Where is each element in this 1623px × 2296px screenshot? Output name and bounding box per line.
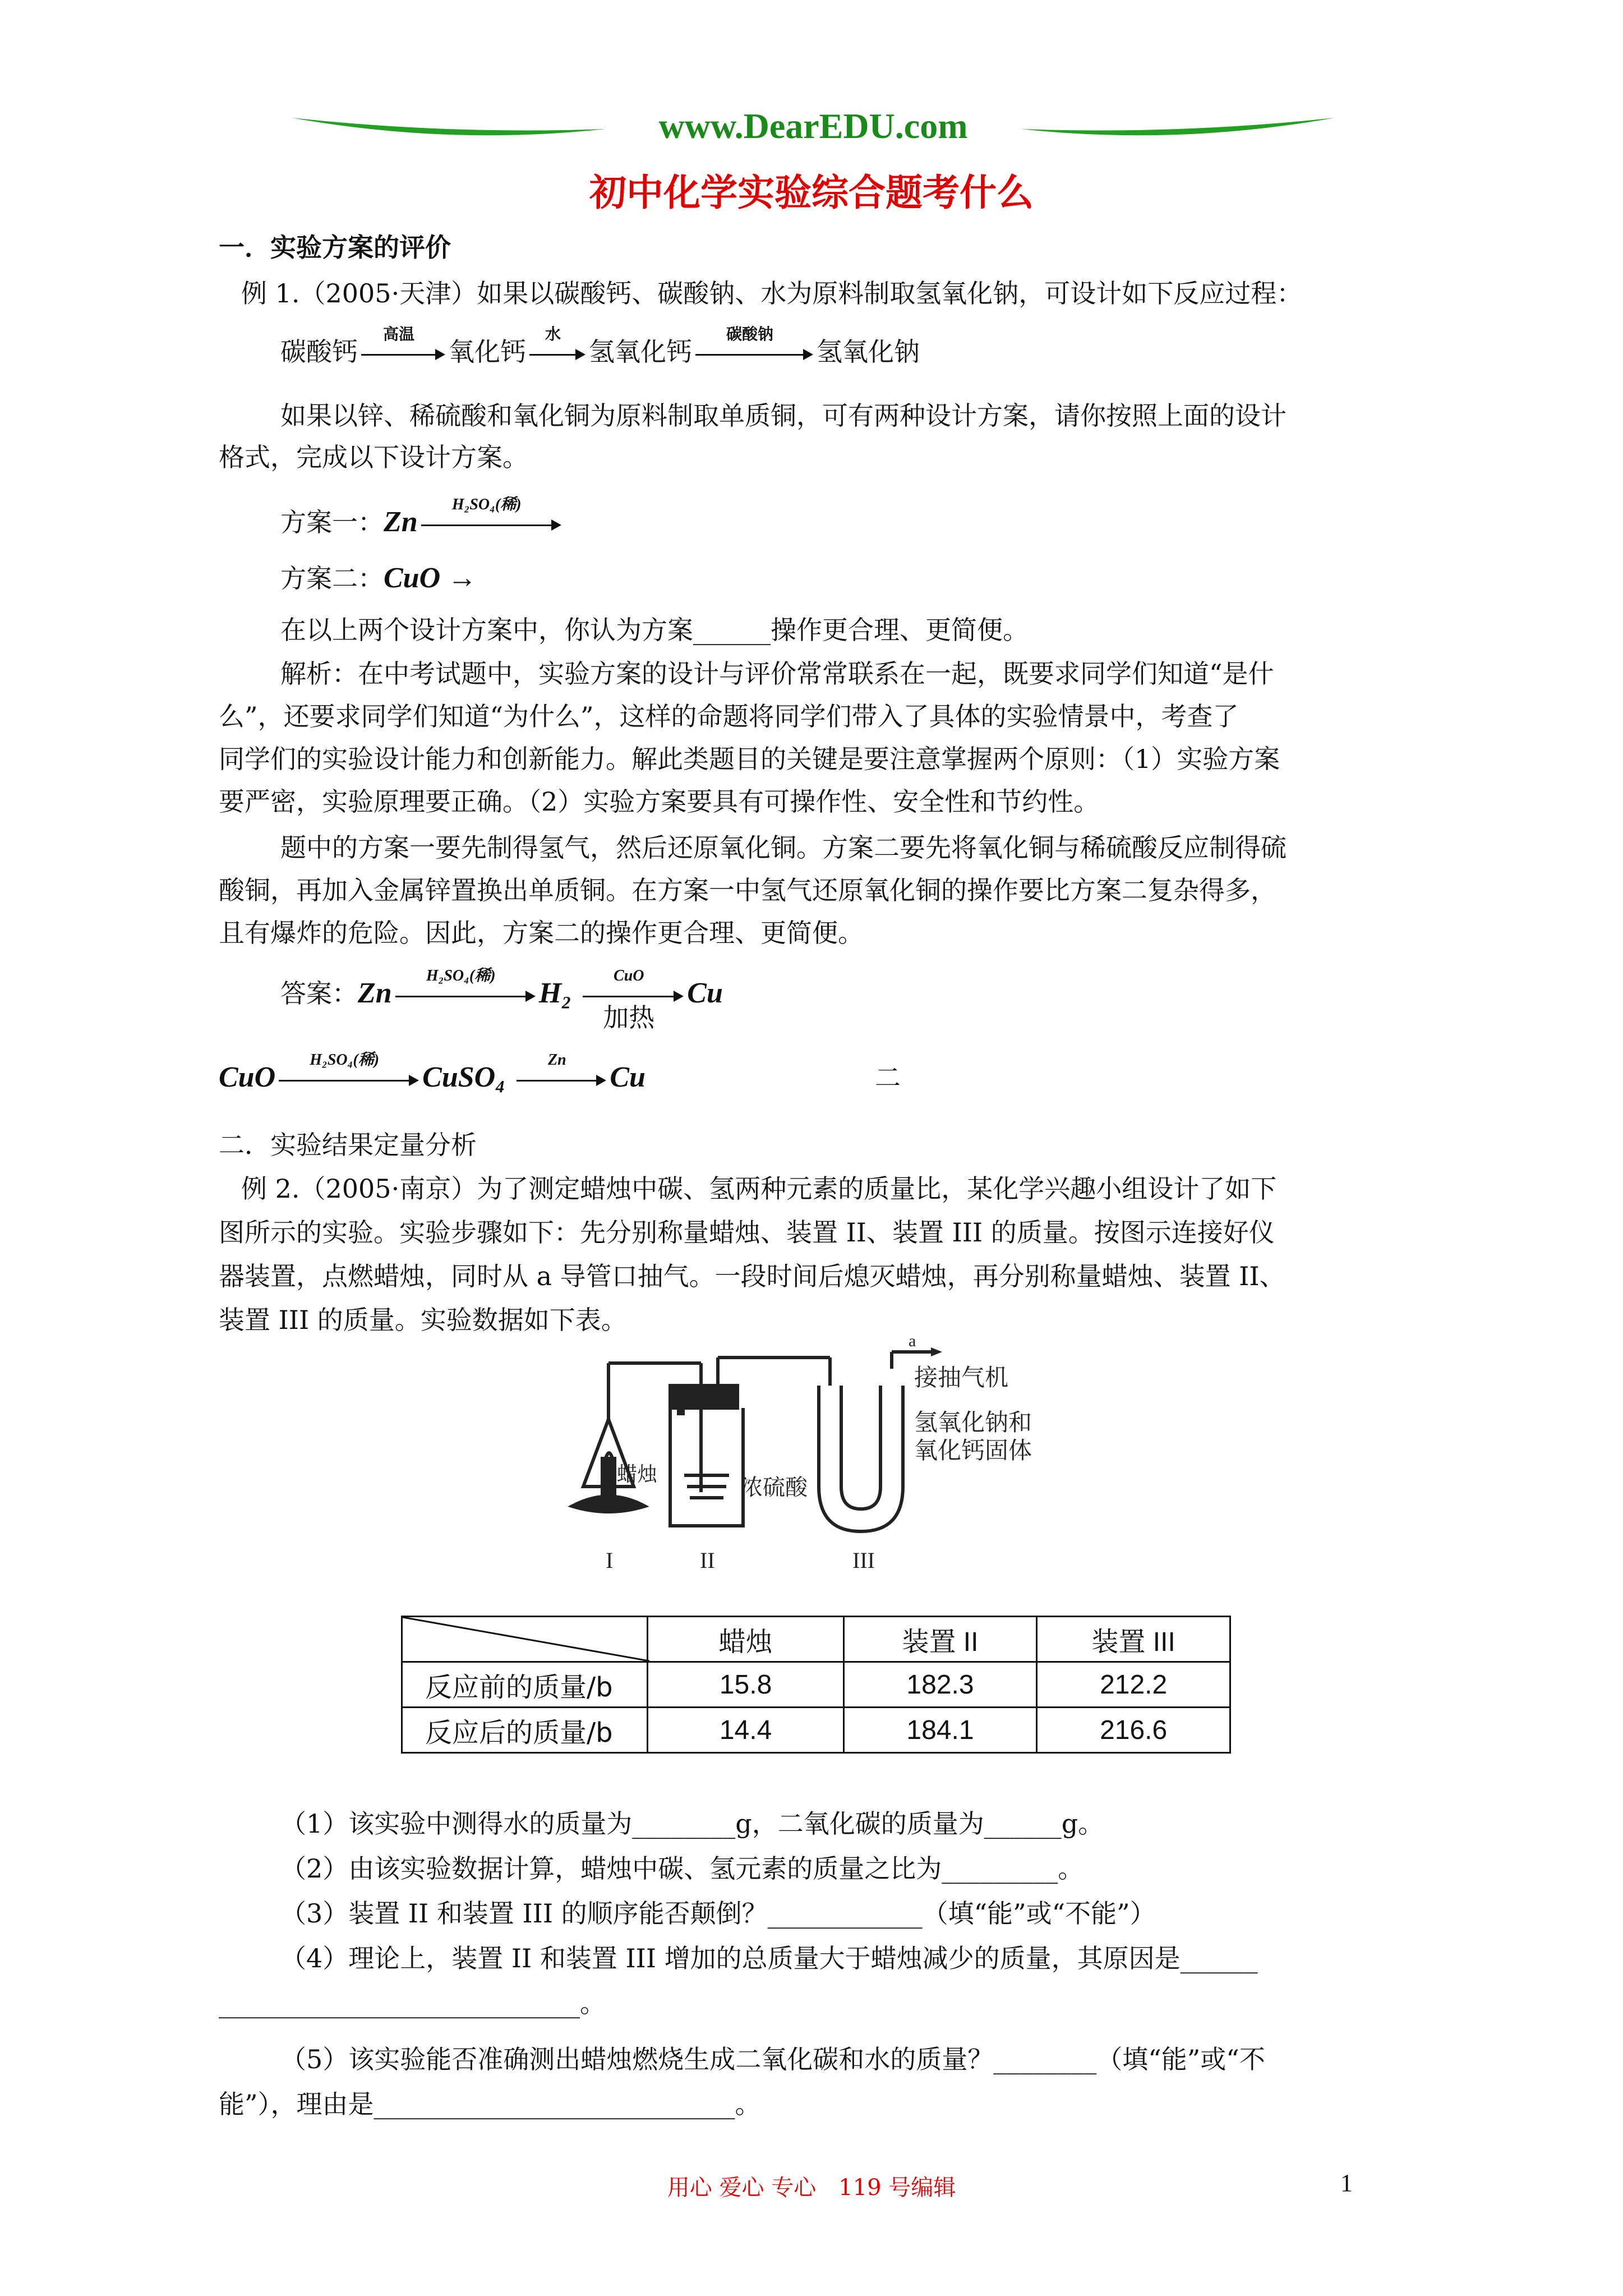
- table-row: [402, 1708, 1230, 1753]
- question-4-line1: （4）理论上，装置 II 和装置 III 增加的总质量大于蜡烛减少的质量，其原因是______: [280, 1943, 1258, 1973]
- para1-line1: 如果以锌、稀硫酸和氧化铜为原料制取单质铜，可有两种设计方案，请你按照上面的设计: [280, 401, 1287, 431]
- chain-substance-3: 氢氧化钙: [589, 337, 692, 367]
- apparatus-figure: [550, 1332, 1110, 1588]
- figure-pump-label: 接抽气机: [914, 1364, 1009, 1391]
- section2: [219, 1122, 1430, 2165]
- table-header-row: [402, 1617, 1230, 1662]
- table-corner: [402, 1617, 648, 1662]
- explain-line3: 且有爆炸的危险。因此，方案二的操作更合理、更简便。: [219, 918, 864, 948]
- figure-candle-label: 蜡烛: [617, 1463, 658, 1486]
- plan2-label: 方案二：: [280, 563, 384, 593]
- table-row-label: 反应后的质量/b: [402, 1708, 648, 1753]
- question-2: （2）由该实验数据计算，蜡烛中碳、氢元素的质量之比为_________。: [280, 1853, 1084, 1884]
- figure-absorber-line2: 氧化钙固体: [914, 1437, 1032, 1464]
- answer-equation-2: CuO H₂SO₄(稀) CuSO₄ Zn Cu: [219, 1051, 645, 1093]
- header-banner: [292, 95, 1335, 163]
- table-header-cell: 装置 III: [1037, 1617, 1230, 1662]
- table-cell: 15.8: [648, 1662, 843, 1708]
- plan1-condition: H₂SO₄(稀): [451, 496, 522, 513]
- figure-absorber-line1: 氢氧化钠和: [914, 1409, 1032, 1436]
- example1-intro: 例 1.（2005·天津）如果以碳酸钙、碳酸钠、水为原料制取氢氧化钠，可设计如下反应过程：: [241, 278, 1303, 309]
- table-row: [402, 1662, 1230, 1708]
- plan1-label: 方案一：: [280, 507, 384, 537]
- chain-condition-2: 水: [545, 325, 561, 343]
- analysis-line4: 要严密，实验原理要正确。（2）实验方案要具有可操作性、安全性和节约性。: [219, 786, 1100, 817]
- figure-acid-label: 浓硫酸: [740, 1475, 808, 1501]
- mass-table: [401, 1616, 1231, 1754]
- chain-substance-4: 氢氧化钠: [817, 337, 920, 367]
- analysis-line1: 解析：在中考试题中，实验方案的设计与评价常常联系在一起，既要求同学们知道“是什: [280, 659, 1274, 689]
- plan-question: 在以上两个设计方案中，你认为方案______操作更合理、更简便。: [280, 615, 1029, 645]
- table-row-label: 反应前的质量/b: [402, 1662, 648, 1708]
- chain-condition-1: 高温: [382, 325, 414, 343]
- explain-line1: 题中的方案一要先制得氢气，然后还原氧化铜。方案二要先将氧化铜与稀硫酸反应制得硫: [280, 832, 1287, 863]
- figure-label-2: II: [700, 1548, 715, 1573]
- table-cell: 182.3: [843, 1662, 1037, 1708]
- plan2: [280, 561, 477, 596]
- question-4-line2: ____________________________。: [219, 1988, 606, 2018]
- plan2-reactant: CuO →: [384, 562, 477, 594]
- question-5-line2: 能”），理由是____________________________。: [219, 2089, 761, 2119]
- explain-line2: 酸铜，再加入金属锌置换出单质铜。在方案一中氢气还原氧化铜的操作要比方案二复杂得多，: [219, 875, 1276, 905]
- chain-substance-1: 碳酸钙: [280, 337, 358, 367]
- table-header-cell: 蜡烛: [648, 1617, 843, 1662]
- site-logo-text: www.DearEDU.com: [658, 106, 968, 146]
- table-header-cell: 装置 II: [843, 1617, 1037, 1662]
- section1-heading: 一．实验方案的评价: [219, 232, 451, 263]
- table-cell: 14.4: [648, 1708, 843, 1753]
- figure-label-3: III: [852, 1548, 875, 1573]
- swoosh-left-icon: [292, 107, 606, 146]
- reaction-chain: [280, 325, 920, 369]
- question-1: （1）该实验中测得水的质量为________g，二氧化碳的质量为______g。: [280, 1809, 1104, 1839]
- answer-label: 答案：: [280, 978, 358, 1009]
- question-5-line1: （5）该实验能否准确测出蜡烛燃烧生成二氧化碳和水的质量？________（填“能”或“不: [280, 2044, 1265, 2074]
- page-title: 初中化学实验综合题考什么: [589, 171, 1034, 214]
- figure-outlet-label: a: [909, 1332, 916, 1350]
- example2-line1: 例 2.（2005·南京）为了测定蜡烛中碳、氢两种元素的质量比，某化学兴趣小组设计了如下: [241, 1174, 1277, 1204]
- section1: [219, 224, 1430, 1150]
- question-3: （3）装置 II 和装置 III 的顺序能否颠倒？____________（填“能”或“不能”）: [280, 1898, 1156, 1929]
- table-cell: 216.6: [1037, 1708, 1230, 1753]
- plan1-reactant: Zn: [384, 506, 418, 538]
- page-number: 1: [1340, 2169, 1353, 2197]
- table-cell: 184.1: [843, 1708, 1037, 1753]
- figure-label-1: I: [606, 1548, 614, 1573]
- footer-text: 用心 爱心 专心 119 号编辑: [667, 2175, 956, 2201]
- example2-line2: 图所示的实验。实验步骤如下：先分别称量蜡烛、装置 II、装置 III 的质量。按图示连接好仪: [219, 1217, 1275, 1248]
- example2-line4: 装置 III 的质量。实验数据如下表。: [219, 1305, 627, 1335]
- section2-heading: 二．实验结果定量分析: [219, 1130, 477, 1160]
- table-cell: 212.2: [1037, 1662, 1230, 1708]
- analysis-line3: 同学们的实验设计能力和创新能力。解此类题目的关键是要注意掌握两个原则：（1）实验方案: [219, 744, 1280, 774]
- chain-condition-3: 碳酸钠: [726, 325, 773, 343]
- answer-equation-1: 答案：Zn H₂SO₄(稀) H₂ CuO 加热 Cu: [280, 967, 723, 1033]
- analysis-line2: 么”，还要求同学们知道“为什么”，这样的命题将同学们带入了具体的实验情景中，考查了: [219, 701, 1239, 731]
- diagonal-line-icon: [403, 1617, 649, 1661]
- answer-choice: 二: [875, 1062, 901, 1093]
- swoosh-right-icon: [1021, 107, 1335, 146]
- para1-line2: 格式，完成以下设计方案。: [219, 442, 528, 472]
- example2-line3: 器装置，点燃蜡烛，同时从 a 导管口抽气。一段时间后熄灭蜡烛，再分别称量蜡烛、装置 II、: [219, 1261, 1285, 1291]
- chain-substance-2: 氧化钙: [449, 337, 526, 367]
- plan1: [280, 496, 565, 540]
